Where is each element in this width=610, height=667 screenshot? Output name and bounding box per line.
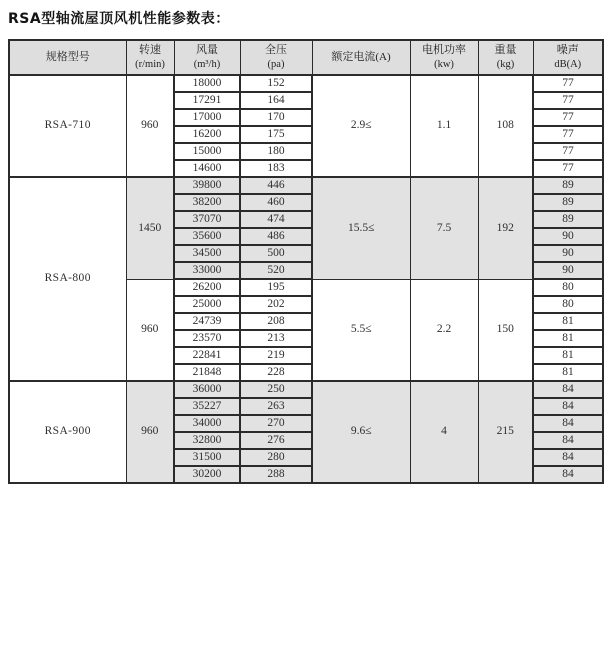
header-model — [9, 40, 126, 75]
header-airflow-label: 风量 — [196, 44, 218, 57]
pressure-cell: 208 — [240, 313, 312, 330]
airflow-cell: 23570 — [174, 330, 240, 347]
current-cell: 15.5≤ — [312, 177, 410, 279]
power-cell: 7.5 — [410, 177, 478, 279]
airflow-cell: 35227 — [174, 398, 240, 415]
airflow-cell: 15000 — [174, 143, 240, 160]
pressure-cell: 219 — [240, 347, 312, 364]
airflow-cell: 36000 — [174, 381, 240, 398]
pressure-cell: 280 — [240, 449, 312, 466]
airflow-cell: 34500 — [174, 245, 240, 262]
airflow-cell: 37070 — [174, 211, 240, 228]
fan-spec-table — [8, 39, 604, 484]
power-cell: 4 — [410, 381, 478, 483]
header-row — [9, 40, 603, 75]
noise-cell: 81 — [533, 347, 603, 364]
pressure-cell: 175 — [240, 126, 312, 143]
pressure-cell: 500 — [240, 245, 312, 262]
airflow-cell: 16200 — [174, 126, 240, 143]
noise-cell: 84 — [533, 398, 603, 415]
pressure-cell: 486 — [240, 228, 312, 245]
noise-cell: 81 — [533, 364, 603, 381]
header-speed-label: 转速 — [139, 44, 161, 57]
noise-cell: 77 — [533, 143, 603, 160]
header-noise-unit: dB(A) — [554, 58, 582, 70]
table-row — [9, 75, 603, 92]
pressure-cell: 228 — [240, 364, 312, 381]
airflow-cell: 14600 — [174, 160, 240, 177]
noise-cell: 90 — [533, 262, 603, 279]
noise-cell: 77 — [533, 160, 603, 177]
pressure-cell: 195 — [240, 279, 312, 296]
pressure-cell: 152 — [240, 75, 312, 92]
noise-cell: 89 — [533, 211, 603, 228]
current-cell: 2.9≤ — [312, 75, 410, 177]
noise-cell: 84 — [533, 432, 603, 449]
current-cell: 5.5≤ — [312, 279, 410, 381]
noise-cell: 84 — [533, 415, 603, 432]
header-current-label: 额定电流(A) — [331, 50, 391, 63]
speed-cell: 960 — [126, 381, 174, 483]
noise-cell: 81 — [533, 330, 603, 347]
table-body — [9, 75, 603, 483]
header-model-label: 规格型号 — [45, 50, 90, 63]
pressure-cell: 164 — [240, 92, 312, 109]
pressure-cell: 250 — [240, 381, 312, 398]
pressure-cell: 270 — [240, 415, 312, 432]
header-pressure-unit: (pa) — [267, 58, 285, 70]
noise-cell: 84 — [533, 381, 603, 398]
header-speed — [126, 40, 174, 75]
airflow-cell: 26200 — [174, 279, 240, 296]
header-speed-unit: (r/min) — [135, 58, 165, 70]
airflow-cell: 33000 — [174, 262, 240, 279]
noise-cell: 84 — [533, 449, 603, 466]
airflow-cell: 30200 — [174, 466, 240, 483]
table-row — [9, 177, 603, 194]
noise-cell: 90 — [533, 245, 603, 262]
header-noise — [533, 40, 603, 75]
noise-cell: 80 — [533, 279, 603, 296]
noise-cell: 81 — [533, 313, 603, 330]
weight-cell: 150 — [478, 279, 533, 381]
noise-cell: 77 — [533, 126, 603, 143]
airflow-cell: 18000 — [174, 75, 240, 92]
pressure-cell: 180 — [240, 143, 312, 160]
noise-cell: 77 — [533, 109, 603, 126]
noise-cell: 89 — [533, 194, 603, 211]
pressure-cell: 202 — [240, 296, 312, 313]
noise-cell: 84 — [533, 466, 603, 483]
header-current — [312, 40, 410, 75]
pressure-cell: 276 — [240, 432, 312, 449]
speed-cell: 1450 — [126, 177, 174, 279]
power-cell: 2.2 — [410, 279, 478, 381]
header-airflow-unit: (m³/h) — [193, 58, 221, 70]
noise-cell: 77 — [533, 92, 603, 109]
model-cell: RSA-710 — [9, 75, 126, 177]
airflow-cell: 32800 — [174, 432, 240, 449]
table-header — [9, 40, 603, 75]
noise-cell: 80 — [533, 296, 603, 313]
airflow-cell: 24739 — [174, 313, 240, 330]
airflow-cell: 38200 — [174, 194, 240, 211]
pressure-cell: 446 — [240, 177, 312, 194]
header-noise-label: 噪声 — [556, 44, 579, 57]
noise-cell: 77 — [533, 75, 603, 92]
airflow-cell: 39800 — [174, 177, 240, 194]
header-weight-unit: (kg) — [496, 58, 515, 70]
pressure-cell: 213 — [240, 330, 312, 347]
pressure-cell: 170 — [240, 109, 312, 126]
header-power-label: 电机功率 — [422, 44, 466, 57]
weight-cell: 215 — [478, 381, 533, 483]
model-cell: RSA-800 — [9, 177, 126, 381]
noise-cell: 89 — [533, 177, 603, 194]
pressure-cell: 460 — [240, 194, 312, 211]
header-power — [410, 40, 478, 75]
speed-cell: 960 — [126, 279, 174, 381]
airflow-cell: 34000 — [174, 415, 240, 432]
header-pressure-label: 全压 — [265, 44, 287, 57]
airflow-cell: 17291 — [174, 92, 240, 109]
noise-cell: 90 — [533, 228, 603, 245]
pressure-cell: 474 — [240, 211, 312, 228]
airflow-cell: 21848 — [174, 364, 240, 381]
pressure-cell: 288 — [240, 466, 312, 483]
header-pressure — [240, 40, 312, 75]
pressure-cell: 520 — [240, 262, 312, 279]
table-row — [9, 381, 603, 398]
header-power-unit: (kw) — [434, 58, 454, 70]
current-cell: 9.6≤ — [312, 381, 410, 483]
weight-cell: 192 — [478, 177, 533, 279]
header-airflow — [174, 40, 240, 75]
pressure-cell: 263 — [240, 398, 312, 415]
pressure-cell: 183 — [240, 160, 312, 177]
model-cell: RSA-900 — [9, 381, 126, 483]
airflow-cell: 17000 — [174, 109, 240, 126]
airflow-cell: 31500 — [174, 449, 240, 466]
page-title: RSA型轴流屋顶风机性能参数表： — [8, 11, 230, 27]
header-weight — [478, 40, 533, 75]
airflow-cell: 25000 — [174, 296, 240, 313]
speed-cell: 960 — [126, 75, 174, 177]
airflow-cell: 22841 — [174, 347, 240, 364]
weight-cell: 108 — [478, 75, 533, 177]
header-weight-label: 重量 — [494, 44, 517, 57]
airflow-cell: 35600 — [174, 228, 240, 245]
power-cell: 1.1 — [410, 75, 478, 177]
